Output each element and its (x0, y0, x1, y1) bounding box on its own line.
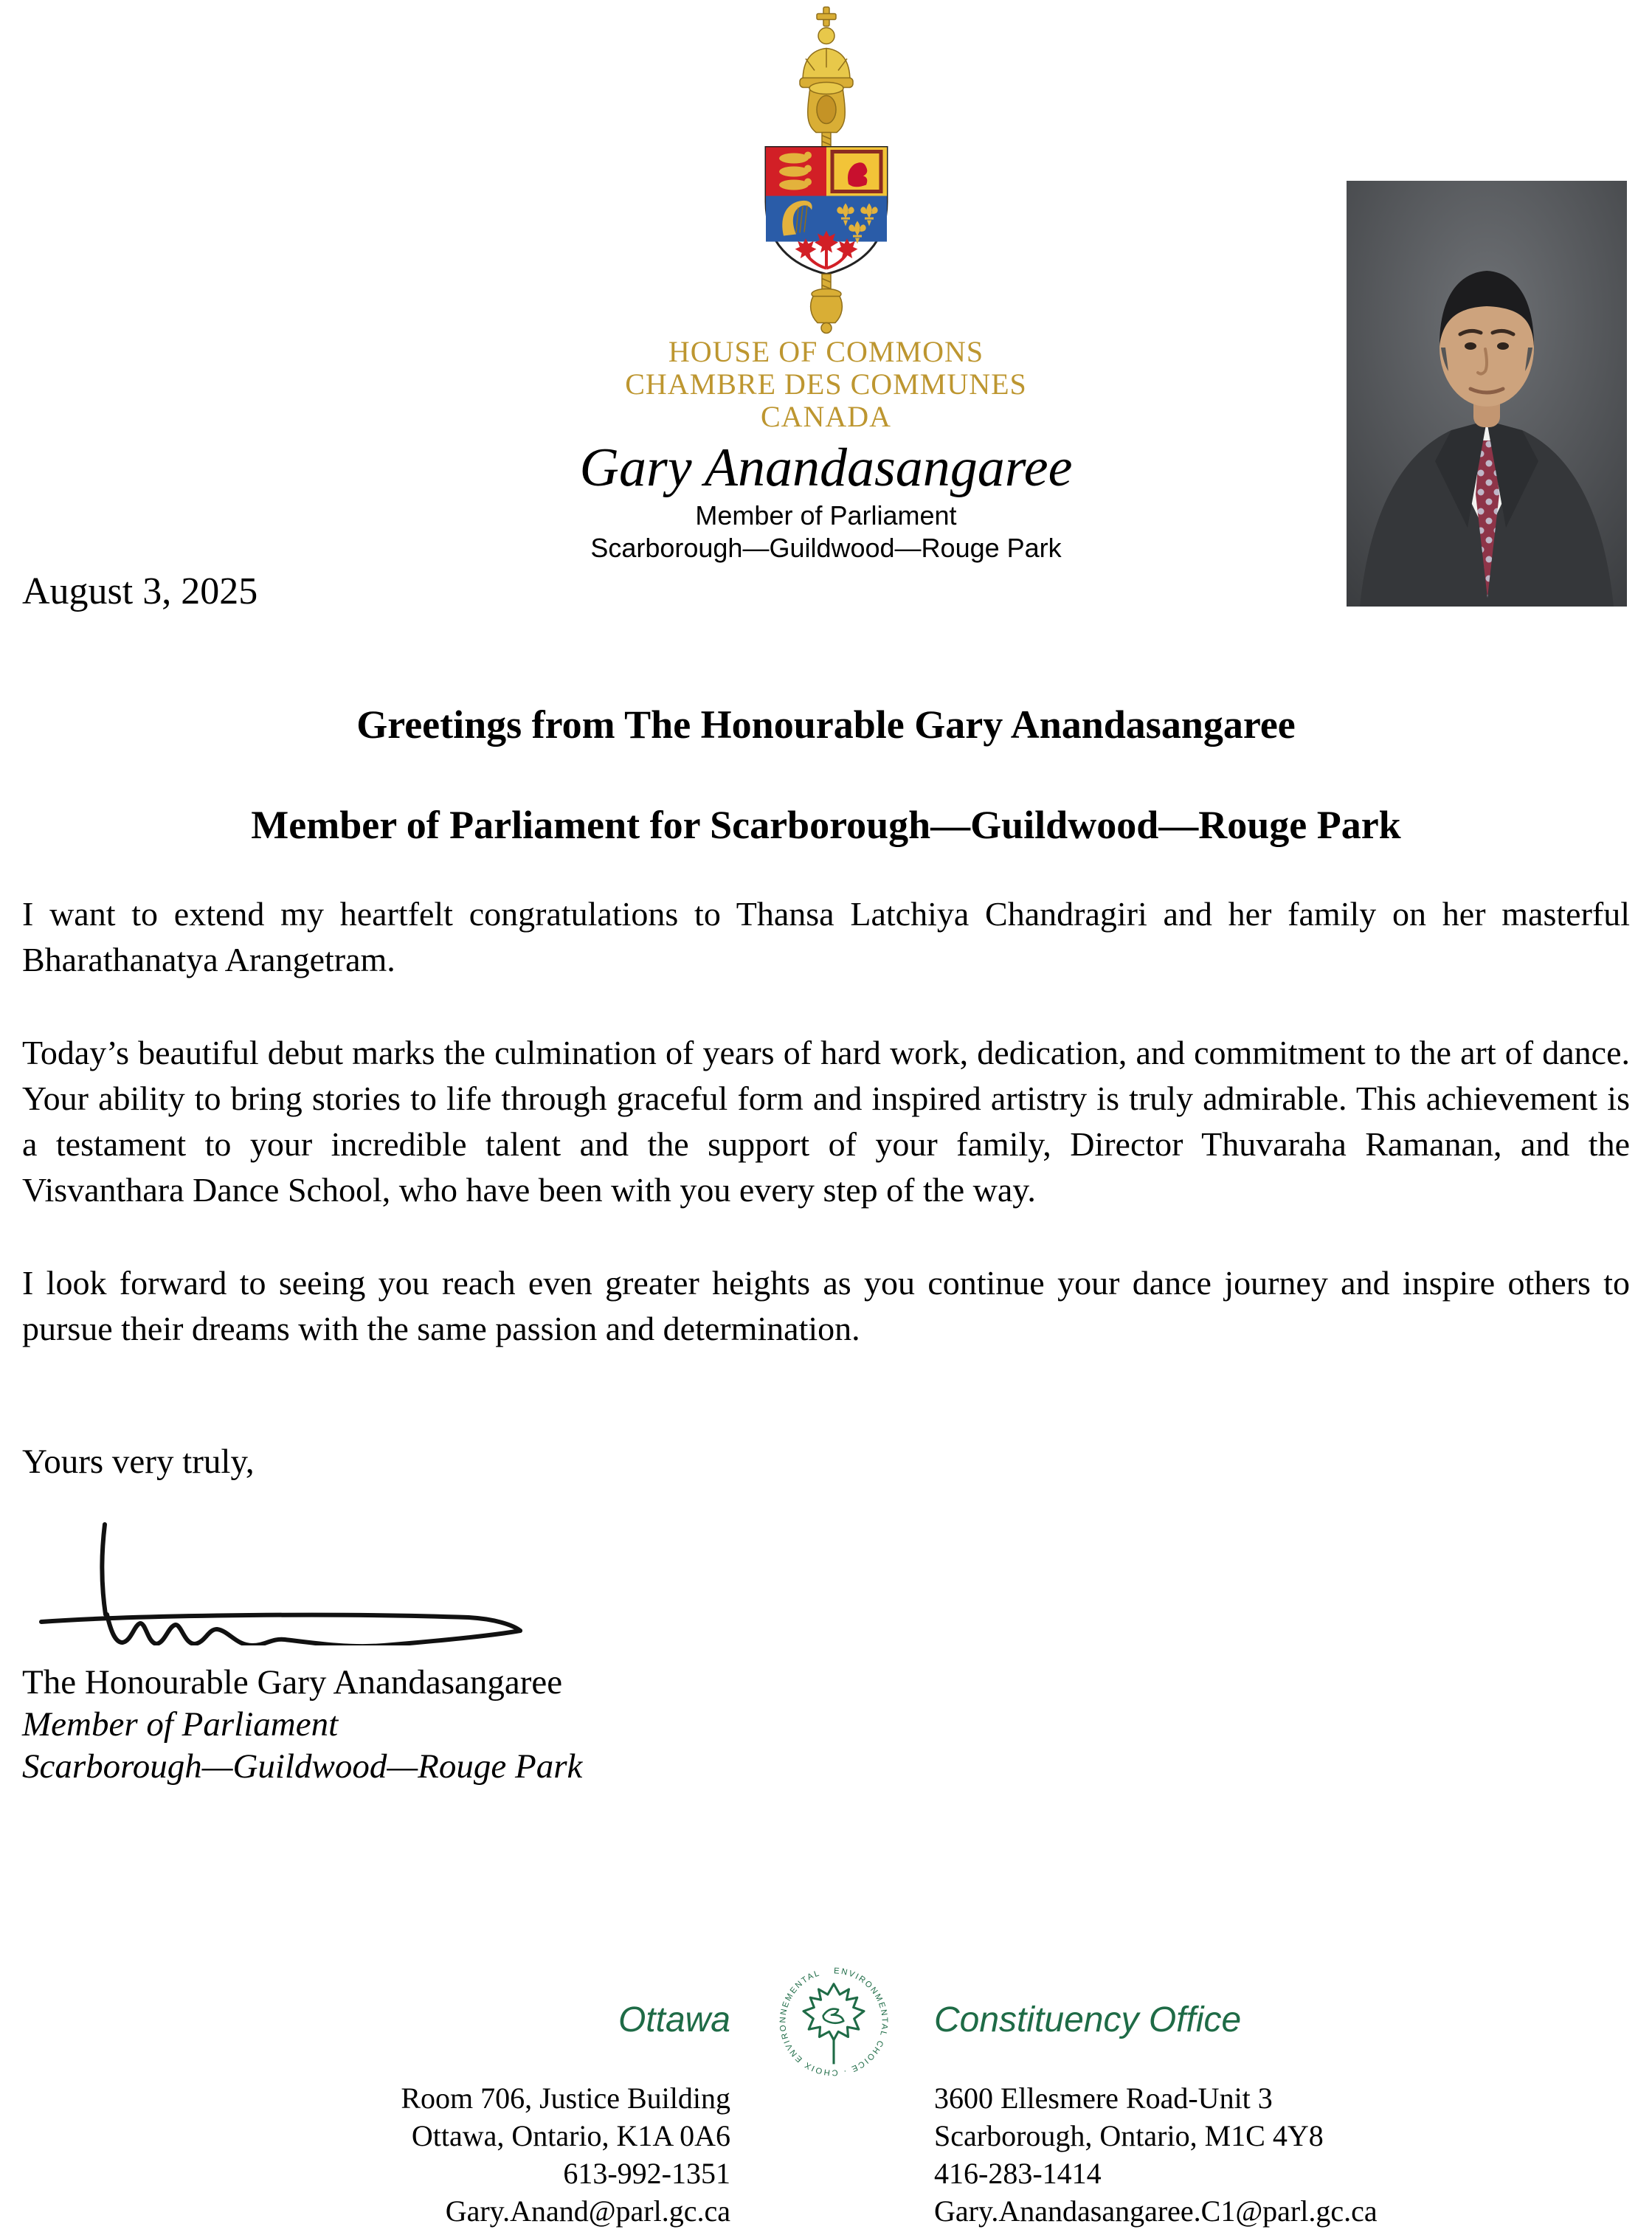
constituency-office-label: Constituency Office (934, 2000, 1242, 2039)
paragraph-3: I look forward to seeing you reach even greater heights as you continue your dance journey and inspire others to pursue their dreams with the same passion and determination. (22, 1264, 1630, 1347)
mp-name: Gary Anandasangaree (579, 438, 1073, 498)
constituency-email: Gary.Anandasangaree.C1@parl.gc.ca (934, 2194, 1378, 2228)
mp-riding: Scarborough—Guildwood—Rouge Park (590, 533, 1062, 563)
paragraph-2: Today’s beautiful debut marks the culmination of years of hard work, dedication, and commitment to the art of dance. Your ability to bring stories to life through graceful form and inspired artistry is truly admirable. This achievement is a testament to your incredible talent and the support of your family, Director Thuvaraha Ramanan, and the Visvanthara Dance School, who have been with you every step of the way. (22, 1034, 1630, 1209)
org-name-en: HOUSE OF COMMONS (668, 335, 984, 368)
constituency-phone: 416-283-1414 (934, 2157, 1102, 2190)
ecologo-maple-leaf-icon (773, 1961, 894, 2082)
letter-body (22, 702, 1630, 1788)
ottawa-phone: 613-992-1351 (563, 2157, 730, 2190)
portrait-photo (1347, 181, 1627, 607)
paragraph-1: I want to extend my heartfelt congratulations to Thansa Latchiya Chandragiri and her family on her masterful Bharathanatya Arangetram. (22, 895, 1630, 978)
ottawa-address-line1: Room 706, Justice Building (401, 2082, 730, 2115)
ottawa-office-label: Ottawa (618, 2000, 730, 2039)
signer-name: The Honourable Gary Anandasangaree (22, 1663, 563, 1702)
org-country: CANADA (760, 400, 892, 433)
letter-heading-line2: Member of Parliament for Scarborough—Guildwood—Rouge Park (251, 803, 1401, 847)
ottawa-office-details (258, 2079, 730, 2230)
constituency-office-details (934, 2079, 1378, 2230)
org-name-fr: CHAMBRE DES COMMUNES (625, 367, 1027, 401)
handwritten-signature (37, 1520, 524, 1645)
signer-role: Member of Parliament (22, 1705, 339, 1744)
constituency-address-line1: 3600 Ellesmere Road-Unit 3 (934, 2082, 1273, 2115)
letter-heading-line1: Greetings from The Honourable Gary Anandasangaree (356, 702, 1296, 747)
letter-date: August 3, 2025 (22, 570, 258, 612)
signer-riding: Scarborough—Guildwood—Rouge Park (22, 1747, 583, 1786)
constituency-address-line2: Scarborough, Ontario, M1C 4Y8 (934, 2119, 1324, 2152)
closing-salutation: Yours very truly, (22, 1443, 255, 1481)
mp-role: Member of Parliament (695, 500, 957, 531)
ottawa-address-line2: Ottawa, Ontario, K1A 0A6 (411, 2119, 730, 2152)
svg-text:ENVIRONMENTAL CHOICE · CHOIX E: ENVIRONMENTAL CHOICE · CHOIX ENVIRONNEMENTAL (778, 1966, 889, 2077)
house-of-commons-mace-crest-icon (738, 4, 915, 335)
ottawa-email: Gary.Anand@parl.gc.ca (445, 2194, 730, 2228)
